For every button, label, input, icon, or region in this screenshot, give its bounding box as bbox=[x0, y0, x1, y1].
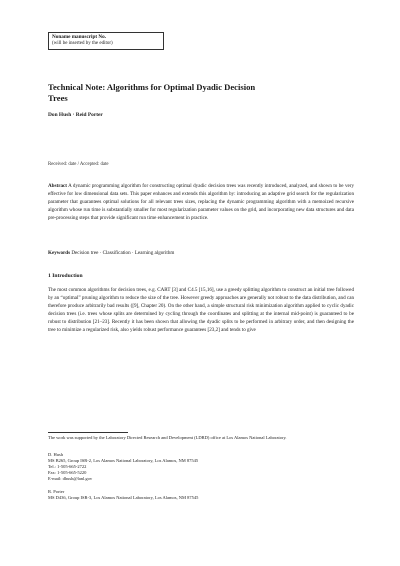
received-accepted-date: Received: date / Accepted: date bbox=[48, 162, 109, 167]
hush-telephone: Tel.: 1-505-665-2722 bbox=[48, 464, 87, 470]
keywords-label: Keywords bbox=[48, 250, 71, 256]
abstract-label: Abstract bbox=[48, 183, 67, 189]
porter-name: R. Porter bbox=[48, 489, 65, 494]
porter-address: MS D436, Group ISR-3, Los Alamos National Laboratory, Los Alamos, NM 87545 bbox=[48, 495, 199, 501]
section-heading-introduction: 1 Introduction bbox=[48, 273, 83, 279]
abstract-text: A dynamic programming algorithm for constructing optimal dyadic decision trees was recently introduced, analyzed, and shown to be very effective for low dimensional data sets. This paper enhances and extends this algorithm by: introducing an adaptive grid search for the regularization parameter that guarantees optimal solutions for all relevant trees sizes, replacing the dynamic programming algorithm with a memoized recursive algorithm whose run time is substantially smaller for most regularization parameter values on the grid, and incorporating new data structures and data pre-processing steps that provide significant run time enhancement in practice. bbox=[48, 183, 354, 221]
keywords-text: Decision tree · Classification · Learning algorithm bbox=[71, 250, 175, 256]
footnote-rule bbox=[48, 432, 128, 433]
hush-name: D. Hush bbox=[48, 452, 64, 457]
abstract bbox=[48, 183, 354, 223]
keywords bbox=[48, 250, 354, 257]
footnote-hush bbox=[48, 452, 354, 482]
footnote-porter bbox=[48, 489, 354, 501]
paper-title-line-1: Technical Note: Algorithms for Optimal Dyadic Decision bbox=[48, 82, 256, 92]
author-list: Don Hush · Reid Porter bbox=[48, 112, 103, 118]
hush-email: E-mail: dhush@lanl.gov bbox=[48, 476, 93, 482]
paper-title-line-2: Trees bbox=[48, 93, 68, 103]
footnote-support: The work was supported by the Laboratory Directed Research and Development (LDRD) office at Los Alamos National Laboratory. bbox=[48, 435, 287, 440]
manuscript-number-box bbox=[48, 32, 164, 50]
manuscript-number-label: Noname manuscript No. bbox=[52, 34, 107, 40]
introduction-paragraph: The most common algorithms for decision trees, e.g. CART [3] and C4.5 [15,16], use a greedy splitting algorithm to construct an initial tree followed by an “optimal” pruning algorithm to reduce the size of the tree. However greedy approaches are generally not robust to the data distribution, and can therefore produce arbitrarily bad results ([9], Chapter 20). On the other hand, a simple structural risk minimization algorithm applied to cyclic dyadic decision trees (i.e. trees whose splits are determined by cycling through the coordinates and splitting at the internal mid-point) is guaranteed to be robust to distribution [21–23]. Recently it has been shown that allowing the dyadic splits to be performed in arbitrary order, and then designing the tree to minimize a regularized risk, also yields robust performance guarantees [23,2] and tends to give bbox=[48, 287, 354, 333]
hush-fax: Fax: 1-505-665-5220 bbox=[48, 470, 87, 476]
paper-title bbox=[48, 82, 358, 104]
hush-address: MS B265, Group ISR-2, Los Alamos National Laboratory, Los Alamos, NM 87545 bbox=[48, 458, 199, 464]
editor-note: (will be inserted by the editor) bbox=[52, 41, 113, 46]
